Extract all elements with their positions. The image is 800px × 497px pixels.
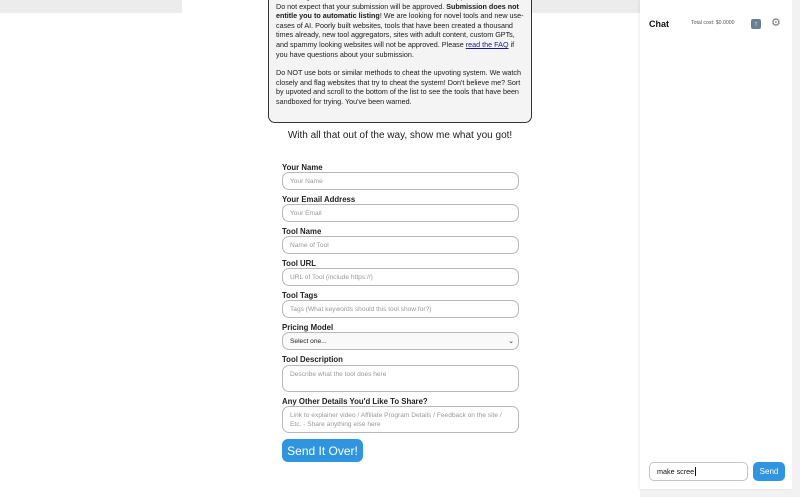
notice-text-d: if you have questions about your submission. — [276, 39, 515, 59]
email-label: Your Email Address — [282, 195, 356, 204]
top-strip-left — [0, 0, 182, 13]
other-details-label: Any Other Details You'd Like To Share? — [282, 397, 428, 406]
chat-input[interactable] — [649, 462, 748, 481]
notice-text-a: Do not expect that your submission will be approved. — [276, 1, 445, 11]
submission-notice — [268, 0, 532, 123]
faq-link[interactable]: read the FAQ — [465, 39, 509, 49]
form-intro: With all that out of the way, show me what you got! — [287, 130, 513, 141]
tool-url-label: Tool URL — [282, 259, 317, 268]
chat-title: Chat — [649, 19, 669, 29]
text-caret — [695, 467, 696, 476]
your-name-label: Your Name — [282, 163, 323, 172]
tool-description-textarea[interactable]: Describe what the tool does here — [282, 365, 519, 392]
pricing-model-value: Select one... — [290, 337, 327, 345]
your-name-input[interactable]: Your Name — [282, 172, 519, 190]
tool-name-label: Tool Name — [282, 227, 322, 236]
tool-tags-label: Tool Tags — [282, 291, 318, 300]
tool-description-label: Tool Description — [282, 355, 343, 364]
pricing-model-select[interactable] — [282, 332, 519, 350]
top-strip-right — [532, 0, 640, 13]
pricing-model-label: Pricing Model — [282, 323, 334, 332]
chat-panel — [640, 0, 792, 489]
tool-tags-input[interactable]: Tags (What keywords should this tool show for?) — [282, 300, 519, 318]
chat-input-text: make scree — [657, 467, 695, 476]
other-details-textarea[interactable]: Link to explainer video / Affiliate Program Details / Feedback on the site / Etc. - Share anything else here — [282, 406, 519, 433]
send-it-over-button[interactable]: Send It Over! — [282, 439, 363, 462]
chevron-down-icon: ⌄ — [508, 338, 514, 345]
tool-name-input[interactable]: Name of Tool — [282, 236, 519, 254]
email-input[interactable]: Your Email — [282, 204, 519, 222]
total-cost: Total cost: $0.0000 — [691, 20, 735, 26]
notice-text-c: ! We are looking for novel tools and new use-cases of AI. Poorly built websites, tools that have been created a thousand times already, new tool aggregators, sites with adult content, custom GPTs, and spammy looking websites will not be approved. Please — [276, 11, 524, 49]
page-scrollbar[interactable] — [792, 0, 800, 497]
notice-paragraph-1 — [276, 0, 524, 59]
notice-emphasis: Submission does not entitle you to automatic listing — [276, 1, 519, 21]
chat-send-button[interactable]: Send — [753, 462, 785, 481]
tool-url-input[interactable]: URL of Tool (include https://) — [282, 268, 519, 286]
upload-icon[interactable]: ↑ — [751, 19, 761, 29]
gear-icon[interactable]: ⚙ — [771, 17, 781, 29]
notice-paragraph-2: Do NOT use bots or similar methods to cheat the upvoting system. We watch closely and flag websites that try to cheat the system! Don't believe me? Sort by upvoted and scroll to the bottom of the list to see the tools that have been sandboxed for trying. You've been warned. — [276, 68, 522, 106]
